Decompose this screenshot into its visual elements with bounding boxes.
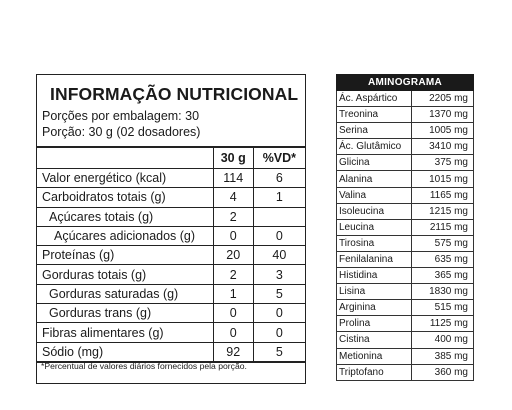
amino-name: Serina (337, 123, 412, 139)
amino-value: 515 mg (411, 300, 473, 316)
amino-name: Metionina (337, 348, 412, 364)
amino-value: 1830 mg (411, 284, 473, 300)
amino-value: 365 mg (411, 268, 473, 284)
nutrient-dv: 40 (253, 246, 305, 265)
amino-value: 1125 mg (411, 316, 473, 332)
amino-row (337, 364, 474, 380)
nutrient-amount: 0 (213, 323, 253, 342)
amino-row (337, 139, 474, 155)
amino-row (337, 203, 474, 219)
nutrient-amount: 0 (213, 304, 253, 323)
nutrition-row (37, 246, 305, 265)
amino-name: Glicina (337, 155, 412, 171)
aminogram-table (336, 74, 474, 381)
nutrient-amount: 20 (213, 246, 253, 265)
amino-value: 575 mg (411, 235, 473, 251)
nutrition-row (37, 169, 305, 188)
nutrient-amount: 4 (213, 188, 253, 207)
header-amount: 30 g (213, 147, 253, 169)
amino-row (337, 235, 474, 251)
nutrient-dv: 1 (253, 188, 305, 207)
amino-value: 3410 mg (411, 139, 473, 155)
nutrition-row (37, 304, 305, 323)
aminogram-header-row (337, 75, 474, 91)
nutrient-name: Açúcares totais (g) (37, 207, 213, 226)
nutrient-name: Fibras alimentares (g) (37, 323, 213, 342)
nutrient-name: Gorduras trans (g) (37, 304, 213, 323)
amino-value: 375 mg (411, 155, 473, 171)
nutrition-title: INFORMAÇÃO NUTRICIONAL (50, 84, 299, 104)
amino-name: Histidina (337, 268, 412, 284)
amino-row (337, 268, 474, 284)
amino-name: Lisina (337, 284, 412, 300)
nutrition-row (37, 284, 305, 303)
amino-value: 1370 mg (411, 107, 473, 123)
amino-name: Isoleucina (337, 203, 412, 219)
nutrition-row (37, 342, 305, 362)
header-blank (37, 147, 213, 169)
aminogram-title: AMINOGRAMA (337, 75, 474, 91)
amino-row (337, 107, 474, 123)
nutrient-dv: 0 (253, 304, 305, 323)
nutrient-dv: 3 (253, 265, 305, 284)
amino-name: Tirosina (337, 235, 412, 251)
nutrition-row (37, 265, 305, 284)
nutrition-facts-panel (36, 74, 306, 384)
amino-name: Cistina (337, 332, 412, 348)
amino-name: Ác. Glutâmico (337, 139, 412, 155)
amino-row (337, 332, 474, 348)
nutrient-name: Valor energético (kcal) (37, 169, 213, 188)
nutrient-name: Carboidratos totais (g) (37, 188, 213, 207)
amino-name: Valina (337, 187, 412, 203)
nutrition-header-row (37, 147, 305, 169)
amino-row (337, 284, 474, 300)
nutrition-row (37, 207, 305, 226)
amino-name: Prolina (337, 316, 412, 332)
amino-value: 1215 mg (411, 203, 473, 219)
amino-row (337, 171, 474, 187)
amino-value: 360 mg (411, 364, 473, 380)
amino-row (337, 187, 474, 203)
amino-value: 2115 mg (411, 219, 473, 235)
amino-row (337, 251, 474, 267)
nutrient-amount: 1 (213, 284, 253, 303)
amino-value: 1165 mg (411, 187, 473, 203)
nutrient-amount: 0 (213, 226, 253, 245)
serving-size: Porção: 30 g (02 dosadores) (42, 125, 201, 139)
amino-value: 385 mg (411, 348, 473, 364)
nutrient-name: Gorduras totais (g) (37, 265, 213, 284)
nutrition-row (37, 323, 305, 342)
amino-name: Ác. Aspártico (337, 91, 412, 107)
amino-value: 400 mg (411, 332, 473, 348)
nutrient-dv: 0 (253, 323, 305, 342)
amino-value: 635 mg (411, 251, 473, 267)
amino-name: Leucina (337, 219, 412, 235)
amino-name: Treonina (337, 107, 412, 123)
daily-value-footnote: *Percentual de valores diários fornecidos pela porção. (41, 361, 247, 371)
nutrient-dv: 5 (253, 284, 305, 303)
amino-row (337, 155, 474, 171)
amino-name: Fenilalanina (337, 251, 412, 267)
nutrient-amount: 114 (213, 169, 253, 188)
header-daily-value: %VD* (253, 147, 305, 169)
nutrient-dv: 0 (253, 226, 305, 245)
nutrient-name: Proteínas (g) (37, 246, 213, 265)
amino-value: 2205 mg (411, 91, 473, 107)
amino-name: Triptofano (337, 364, 412, 380)
amino-name: Arginina (337, 300, 412, 316)
nutrient-dv: 5 (253, 342, 305, 362)
nutrient-amount: 2 (213, 207, 253, 226)
amino-row (337, 91, 474, 107)
nutrient-dv (253, 207, 305, 226)
amino-name: Alanina (337, 171, 412, 187)
nutrient-dv: 6 (253, 169, 305, 188)
amino-row (337, 316, 474, 332)
nutrient-amount: 2 (213, 265, 253, 284)
amino-row (337, 219, 474, 235)
nutrition-table (37, 146, 305, 363)
amino-value: 1015 mg (411, 171, 473, 187)
servings-per-package: Porções por embalagem: 30 (42, 109, 200, 123)
amino-value: 1005 mg (411, 123, 473, 139)
nutrition-row (37, 188, 305, 207)
nutrient-amount: 92 (213, 342, 253, 362)
nutrient-name: Sódio (mg) (37, 342, 213, 362)
amino-row (337, 348, 474, 364)
nutrient-name: Açúcares adicionados (g) (37, 226, 213, 245)
amino-row (337, 123, 474, 139)
nutrition-row (37, 226, 305, 245)
amino-row (337, 300, 474, 316)
nutrient-name: Gorduras saturadas (g) (37, 284, 213, 303)
